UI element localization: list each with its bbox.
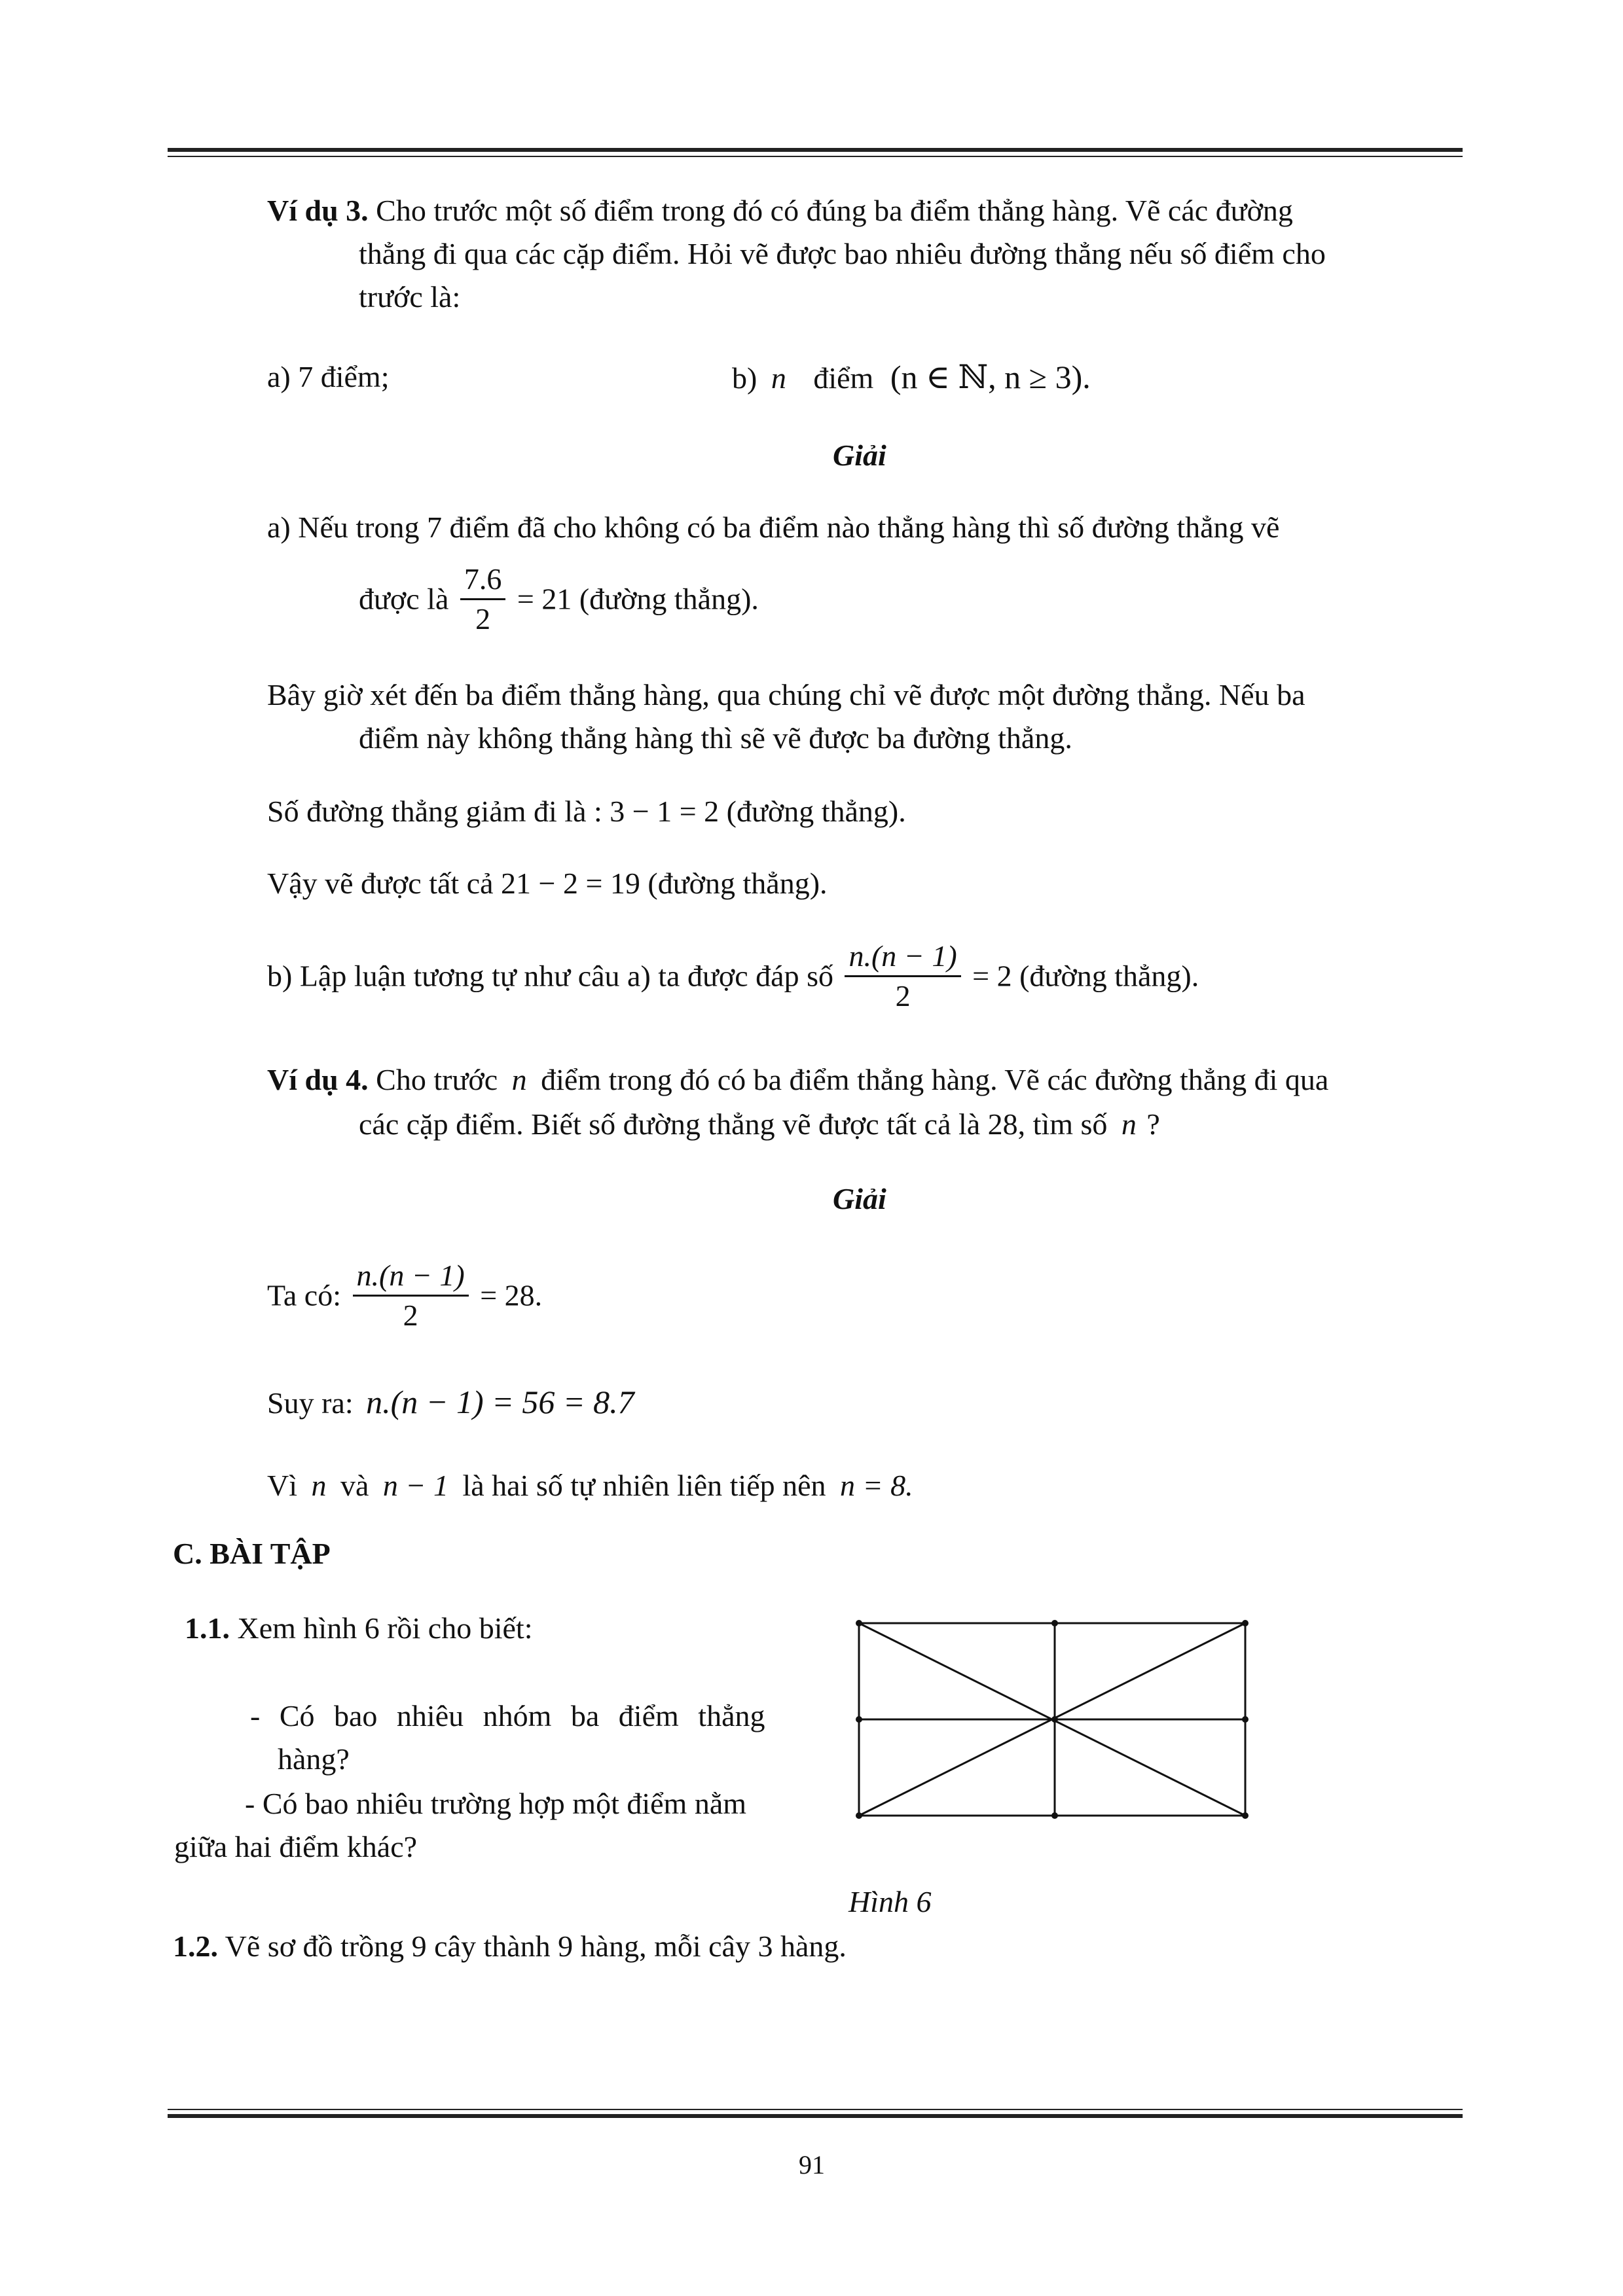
example4-var-n: n <box>1121 1107 1137 1141</box>
example3-option-a: a) 7 điểm; <box>267 360 390 393</box>
option-b-cond: (n ∈ ℕ, n ≥ 3). <box>890 359 1091 395</box>
fraction-denominator: 2 <box>475 602 491 636</box>
point <box>1242 1716 1249 1723</box>
page-number: 91 <box>799 2150 825 2179</box>
example3-line3: trước là: <box>359 280 461 314</box>
solution-a-line1: a) Nếu trong 7 điểm đã cho không có ba điểm nào thẳng hàng thì số đường thẳng vẽ <box>267 511 1280 544</box>
point <box>856 1620 862 1626</box>
eq3-var2: n − 1 <box>382 1469 448 1502</box>
exercise-1-1 <box>185 1607 532 1649</box>
example4-text-1a: Cho trước <box>376 1063 498 1096</box>
option-b-prefix: b) <box>732 361 757 395</box>
fraction-numerator: 7.6 <box>460 560 506 600</box>
point <box>1051 1620 1058 1626</box>
figure-caption: Hình 6 <box>848 1885 932 1918</box>
eq1-fraction <box>353 1257 469 1335</box>
eq2-prefix: Suy ra: <box>267 1386 354 1420</box>
solution-b-line <box>267 937 1199 1015</box>
example4-eq1 <box>267 1257 542 1335</box>
header-rule-thick <box>168 148 1463 152</box>
solution-a-prefix: được là <box>359 582 449 616</box>
exercise-1-1-q2-line2: giữa hai điểm khác? <box>174 1830 418 1863</box>
eq3-var3: n = 8. <box>840 1469 913 1502</box>
solution-a-suffix: = 21 (đường thẳng). <box>517 582 759 616</box>
point <box>856 1716 862 1723</box>
exercise-1-2-text: Vẽ sơ đồ trồng 9 cây thành 9 hàng, mỗi cây 3 hàng. <box>225 1929 847 1963</box>
example4-solution-heading: Giải <box>833 1182 886 1215</box>
exercise-1-1-q1-line1: - Có bao nhiêu nhóm ba điểm thẳng <box>250 1699 765 1732</box>
eq2-math: n.(n − 1) = 56 = 8.7 <box>366 1384 634 1420</box>
exercise-1-2-label: 1.2. <box>173 1929 218 1963</box>
point <box>1051 1812 1058 1819</box>
solution-a-line2 <box>359 560 759 638</box>
example3-label: Ví dụ 3. <box>267 194 369 227</box>
eq1-prefix: Ta có: <box>267 1278 342 1312</box>
exercise-1-1-q1-line2: hàng? <box>278 1742 350 1776</box>
option-b-var: n <box>771 361 786 395</box>
para1-line2: điểm này không thẳng hàng thì sẽ vẽ được ba đường thẳng. <box>359 721 1072 755</box>
fraction-denominator: 2 <box>403 1299 418 1332</box>
solution-a-fraction <box>460 560 506 638</box>
example4-eq2 <box>267 1381 634 1424</box>
solution-b-prefix: b) Lập luận tương tự như câu a) ta được đáp số <box>267 959 833 993</box>
point <box>1242 1812 1249 1819</box>
example4-eq3 <box>267 1465 913 1507</box>
figure-6-diagram <box>851 1617 1270 1826</box>
fraction-denominator: 2 <box>895 979 911 1013</box>
example3-text-1: Cho trước một số điểm trong đó có đúng ba điểm thẳng hàng. Vẽ các đường <box>376 194 1293 227</box>
example4-text-2a: các cặp điểm. Biết số đường thẳng vẽ được tất cả là 28, tìm số <box>359 1107 1108 1141</box>
header-rule-thin <box>168 156 1463 157</box>
point <box>856 1812 862 1819</box>
example3-line2: thẳng đi qua các cặp điểm. Hỏi vẽ được bao nhiêu đường thẳng nếu số điểm cho <box>359 237 1326 270</box>
example4-var-n: n <box>511 1063 527 1096</box>
eq3-c: là hai số tự nhiên liên tiếp nên <box>462 1469 826 1502</box>
eq3-var1: n <box>311 1469 327 1502</box>
footer-rule-thick <box>168 2114 1463 2118</box>
eq3-a: Vì <box>267 1469 297 1502</box>
para1-line1: Bây giờ xét đến ba điểm thẳng hàng, qua chúng chỉ vẽ được một đường thẳng. Nếu ba <box>267 678 1305 711</box>
exercises-heading: C. BÀI TẬP <box>173 1537 331 1570</box>
example3-solution-heading: Giải <box>833 439 886 472</box>
total-line: Vậy vẽ được tất cả 21 − 2 = 19 (đường thẳng). <box>267 867 828 900</box>
example4-line2 <box>359 1103 1160 1145</box>
exercise-1-1-label: 1.1. <box>185 1611 230 1645</box>
point <box>1051 1716 1058 1723</box>
example4-text-2b: ? <box>1146 1107 1160 1141</box>
reduce-line: Số đường thẳng giảm đi là : 3 − 1 = 2 (đường thẳng). <box>267 795 906 828</box>
fraction-numerator: n.(n − 1) <box>353 1257 469 1297</box>
exercise-1-1-text: Xem hình 6 rồi cho biết: <box>237 1611 533 1645</box>
fraction-numerator: n.(n − 1) <box>845 937 960 977</box>
solution-b-suffix: = 2 (đường thẳng). <box>972 959 1199 993</box>
eq1-suffix: = 28. <box>480 1278 543 1312</box>
point <box>1242 1620 1249 1626</box>
eq3-b: và <box>340 1469 369 1502</box>
exercise-1-2 <box>173 1926 847 1967</box>
example3-option-b <box>732 356 1091 399</box>
example4-text-1b: điểm trong đó có ba điểm thẳng hàng. Vẽ các đường thẳng đi qua <box>541 1063 1329 1096</box>
solution-b-fraction <box>845 937 960 1015</box>
option-b-word: điểm <box>813 361 874 395</box>
example4-label: Ví dụ 4. <box>267 1063 369 1096</box>
footer-rule-thin <box>168 2109 1463 2110</box>
exercise-1-1-q2-line1: - Có bao nhiêu trường hợp một điểm nằm <box>245 1787 747 1820</box>
example3-line1 <box>267 190 1293 232</box>
example4-line1 <box>267 1059 1328 1101</box>
